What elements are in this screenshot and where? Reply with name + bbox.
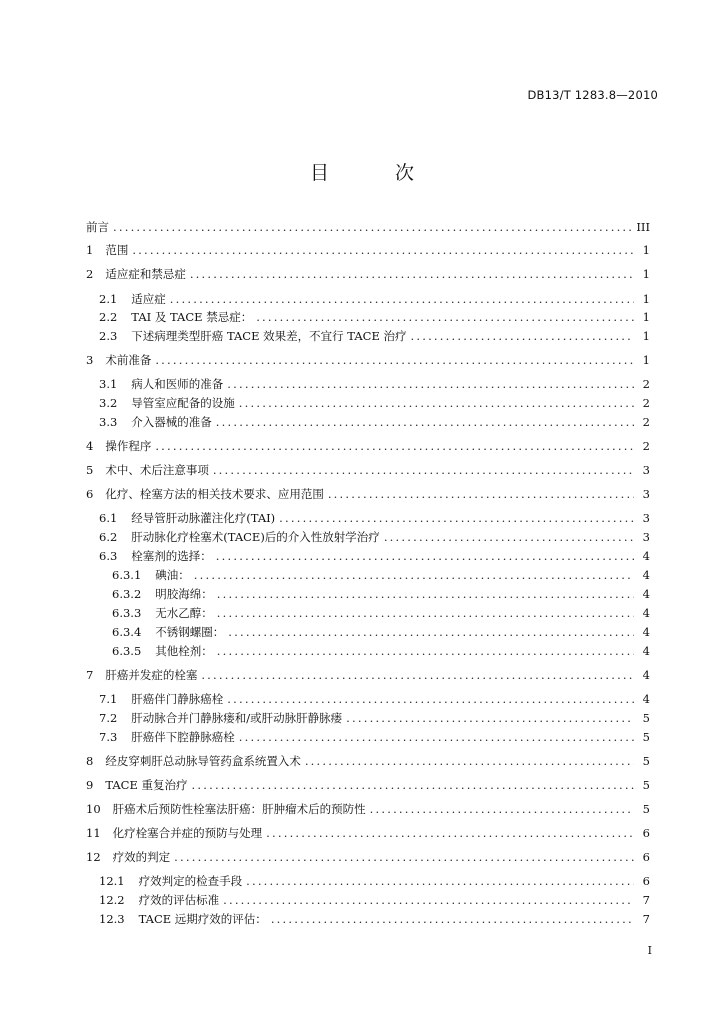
toc-entry-title: 肝癌术后预防性栓塞法肝癌：肝肿瘤术后的预防性 (112, 802, 366, 816)
toc-entry-page: 5 (642, 730, 650, 744)
toc-entry[interactable] (86, 891, 650, 907)
toc-entry-title: 不锈钢螺圈： (155, 625, 225, 639)
toc-entry-number: 8 (86, 754, 94, 768)
toc-entry-page: 5 (642, 778, 650, 792)
toc-entry-title: TACE 重复治疗 (105, 778, 188, 792)
toc-entry-page: 5 (642, 802, 650, 816)
toc-leader-dots (266, 826, 634, 840)
toc-leader-dots (216, 549, 634, 563)
toc-leader-dots (228, 625, 634, 639)
toc-leader-dots (279, 511, 634, 525)
toc-entry-page: 4 (642, 668, 650, 682)
toc-entry-number: 9 (86, 778, 94, 792)
toc-entry-page: 3 (642, 530, 650, 544)
toc-entry[interactable] (86, 528, 650, 544)
toc-leader-dots (411, 329, 635, 343)
toc-entry-page: 2 (642, 439, 650, 453)
toc-entry-title: 明胶海绵： (155, 587, 213, 601)
toc-leader-dots (223, 893, 634, 907)
toc-entry-page: 4 (642, 692, 650, 706)
toc-entry-title: 化疗栓塞合并症的预防与处理 (112, 826, 263, 840)
toc-entry[interactable] (86, 604, 650, 620)
toc-entry[interactable] (86, 290, 650, 306)
toc-entry-title: TAI 及 TACE 禁忌症： (131, 310, 253, 324)
toc-entry-title: 肝癌伴门静脉癌栓 (131, 692, 224, 706)
toc-entry-number: 1 (86, 243, 94, 257)
toc-entry[interactable] (86, 728, 650, 744)
toc-entry-page: 1 (642, 292, 650, 306)
toc-entry-number: 3.3 (99, 415, 118, 429)
toc-leader-dots (155, 353, 634, 367)
toc-leader-dots (190, 267, 634, 281)
toc-leader-dots (174, 850, 634, 864)
toc-entry-number: 6.3 (99, 549, 118, 563)
toc-leader-dots (201, 668, 634, 682)
toc-entry-number: 12.2 (99, 893, 125, 907)
toc-entry-title: 其他栓剂： (155, 644, 213, 658)
toc-entry-number: 2.2 (99, 310, 118, 324)
toc-entry-number: 12.3 (99, 912, 125, 926)
toc-entry-number: 7.3 (99, 730, 118, 744)
toc-entry-page: 1 (642, 267, 650, 281)
toc-entry[interactable] (86, 824, 650, 840)
toc-entry[interactable] (86, 642, 650, 658)
toc-entry-title: 肝癌伴下腔静脉癌栓 (131, 730, 235, 744)
toc-entry[interactable] (86, 709, 650, 725)
toc-entry-number: 6.1 (99, 511, 118, 525)
toc-entry[interactable] (86, 666, 650, 682)
toc-entry-title: 疗效判定的检查手段 (138, 874, 243, 888)
toc-entry-number: 3.1 (99, 377, 118, 391)
toc-entry-page: 2 (642, 396, 650, 410)
toc-entry-number: 2 (86, 267, 94, 281)
toc-entry[interactable] (86, 375, 650, 391)
toc-entry[interactable] (86, 566, 650, 582)
toc-entry-title: 前言 (86, 220, 109, 234)
toc-entry[interactable] (86, 241, 650, 257)
toc-entry[interactable] (86, 623, 650, 639)
toc-entry-number: 12 (86, 850, 101, 864)
toc-entry-title: 肝动脉化疗栓塞术(TACE)后的介入性放射学治疗 (131, 530, 380, 544)
toc-entry-page: 4 (642, 644, 650, 658)
toc-leader-dots (246, 874, 634, 888)
toc-entry-title: 术中、术后注意事项 (105, 463, 209, 477)
toc-entry-page: 3 (642, 487, 650, 501)
toc-entry-page: 1 (642, 329, 650, 343)
toc-entry-title: 导管室应配备的设施 (131, 396, 235, 410)
toc-entry-title: TACE 远期疗效的评估： (138, 912, 267, 926)
toc-leader-dots (155, 439, 634, 453)
toc-entry-title: 介入器械的准备 (131, 415, 212, 429)
toc-entry[interactable] (86, 776, 650, 792)
toc-entry-page: 5 (642, 711, 650, 725)
toc-entry[interactable] (86, 413, 650, 429)
toc-entry[interactable] (86, 910, 650, 926)
toc-entry-page: 7 (642, 912, 650, 926)
toc-entry-number: 10 (86, 802, 101, 816)
toc-heading: 目 次 (309, 162, 445, 184)
toc-entry-title: 疗效的判定 (112, 850, 171, 864)
toc-leader-dots (328, 487, 634, 501)
toc-entry-title: 病人和医师的准备 (131, 377, 224, 391)
toc-entry-page: 4 (642, 606, 650, 620)
toc-entry-title: 术前准备 (105, 353, 152, 367)
toc-entry-page: 6 (642, 826, 650, 840)
toc-entry-number: 11 (86, 826, 101, 840)
toc-entry[interactable] (86, 218, 650, 234)
toc-leader-dots (227, 377, 634, 391)
toc-entry[interactable] (86, 265, 650, 281)
toc-entry-page: 6 (642, 850, 650, 864)
toc-entry-number: 7.2 (99, 711, 118, 725)
toc-leader-dots (213, 463, 634, 477)
toc-entry[interactable] (86, 752, 650, 768)
toc-leader-dots (227, 692, 634, 706)
toc-leader-dots (216, 415, 634, 429)
toc-entry-number: 6.3.2 (112, 587, 142, 601)
toc-entry[interactable] (86, 547, 650, 563)
toc-entry-title: 肝动脉合并门静脉瘘和/或肝动脉肝静脉瘘 (131, 711, 343, 725)
toc-entry[interactable] (86, 848, 650, 864)
toc-entry[interactable] (86, 308, 650, 324)
toc-leader-dots (256, 310, 634, 324)
toc-entry[interactable] (86, 872, 650, 888)
toc-entry-title: 下述病理类型肝癌 TACE 效果差，不宜行 TACE 治疗 (131, 329, 407, 343)
toc-leader-dots (271, 912, 634, 926)
toc-leader-dots (170, 292, 634, 306)
toc-entry-number: 4 (86, 439, 94, 453)
toc-entry-number: 6.3.3 (112, 606, 142, 620)
standard-code: DB13/T 1283.8—2010 (527, 88, 658, 102)
toc-entry-page: 7 (642, 893, 650, 907)
toc-entry[interactable] (86, 437, 650, 453)
toc-leader-dots (239, 730, 634, 744)
toc-entry-page: 1 (642, 353, 650, 367)
toc-entry-number: 7.1 (99, 692, 118, 706)
toc-entry[interactable] (86, 394, 650, 410)
toc-leader-dots (217, 606, 634, 620)
toc-entry-title: 栓塞剂的选择： (131, 549, 212, 563)
toc-entry[interactable] (86, 509, 650, 525)
toc-entry-page: 4 (642, 587, 650, 601)
toc-entry-number: 6.3.1 (112, 568, 142, 582)
toc-entry-number: 3 (86, 353, 94, 367)
toc-entry[interactable] (86, 800, 650, 816)
toc-entry-number: 6 (86, 487, 94, 501)
toc-entry-title: 肝癌并发症的栓塞 (105, 668, 198, 682)
toc-leader-dots (132, 243, 634, 257)
toc-entry[interactable] (86, 327, 650, 343)
toc-entry-page: 5 (642, 754, 650, 768)
toc-leader-dots (346, 711, 634, 725)
toc-leader-dots (217, 587, 634, 601)
toc-entry-page: 4 (642, 568, 650, 582)
toc-entry[interactable] (86, 461, 650, 477)
toc-entry-title: 适应症和禁忌症 (105, 267, 186, 281)
toc-entry[interactable] (86, 485, 650, 501)
toc-entry-page: 3 (642, 511, 650, 525)
toc-entry-title: 经导管肝动脉灌注化疗(TAI) (131, 511, 276, 525)
toc-entry-page: 4 (642, 549, 650, 563)
toc-leader-dots (384, 530, 634, 544)
toc-leader-dots (194, 568, 634, 582)
toc-entry-title: 经皮穿刺肝总动脉导管药盒系统置入术 (105, 754, 301, 768)
toc-entry[interactable] (86, 690, 650, 706)
toc-entry-page: III (636, 220, 650, 234)
page-number: I (647, 944, 652, 957)
toc-entry-title: 操作程序 (105, 439, 152, 453)
toc-entry-page: 1 (642, 310, 650, 324)
toc-entry-number: 2.3 (99, 329, 118, 343)
toc-leader-dots (192, 778, 634, 792)
toc-entry-number: 12.1 (99, 874, 125, 888)
toc-entry-page: 2 (642, 415, 650, 429)
toc-entry-number: 7 (86, 668, 94, 682)
toc-entry-page: 2 (642, 377, 650, 391)
toc-entry-number: 6.3.5 (112, 644, 142, 658)
toc-entry-title: 适应症 (131, 292, 166, 306)
toc-entry-number: 6.2 (99, 530, 118, 544)
toc-leader-dots (239, 396, 634, 410)
toc-entry-title: 疗效的评估标准 (138, 893, 220, 907)
toc-entry[interactable] (86, 351, 650, 367)
toc-leader-dots (217, 644, 634, 658)
toc-entry-page: 6 (642, 874, 650, 888)
toc-leader-dots (305, 754, 634, 768)
toc-entry-number: 5 (86, 463, 94, 477)
toc-entry-number: 6.3.4 (112, 625, 142, 639)
toc-entry-title: 碘油： (155, 568, 190, 582)
toc-entry-title: 无水乙醇： (155, 606, 213, 620)
toc-entry-page: 3 (642, 463, 650, 477)
toc-leader-dots (370, 802, 634, 816)
toc-entry-page: 1 (642, 243, 650, 257)
toc-entry-title: 范围 (105, 243, 129, 257)
toc-entry-number: 2.1 (99, 292, 118, 306)
toc-entry-number: 3.2 (99, 396, 118, 410)
toc-entry-page: 4 (642, 625, 650, 639)
toc-entry-title: 化疗、栓塞方法的相关技术要求、应用范围 (105, 487, 324, 501)
toc-leader-dots (113, 220, 632, 234)
toc-entry[interactable] (86, 585, 650, 601)
